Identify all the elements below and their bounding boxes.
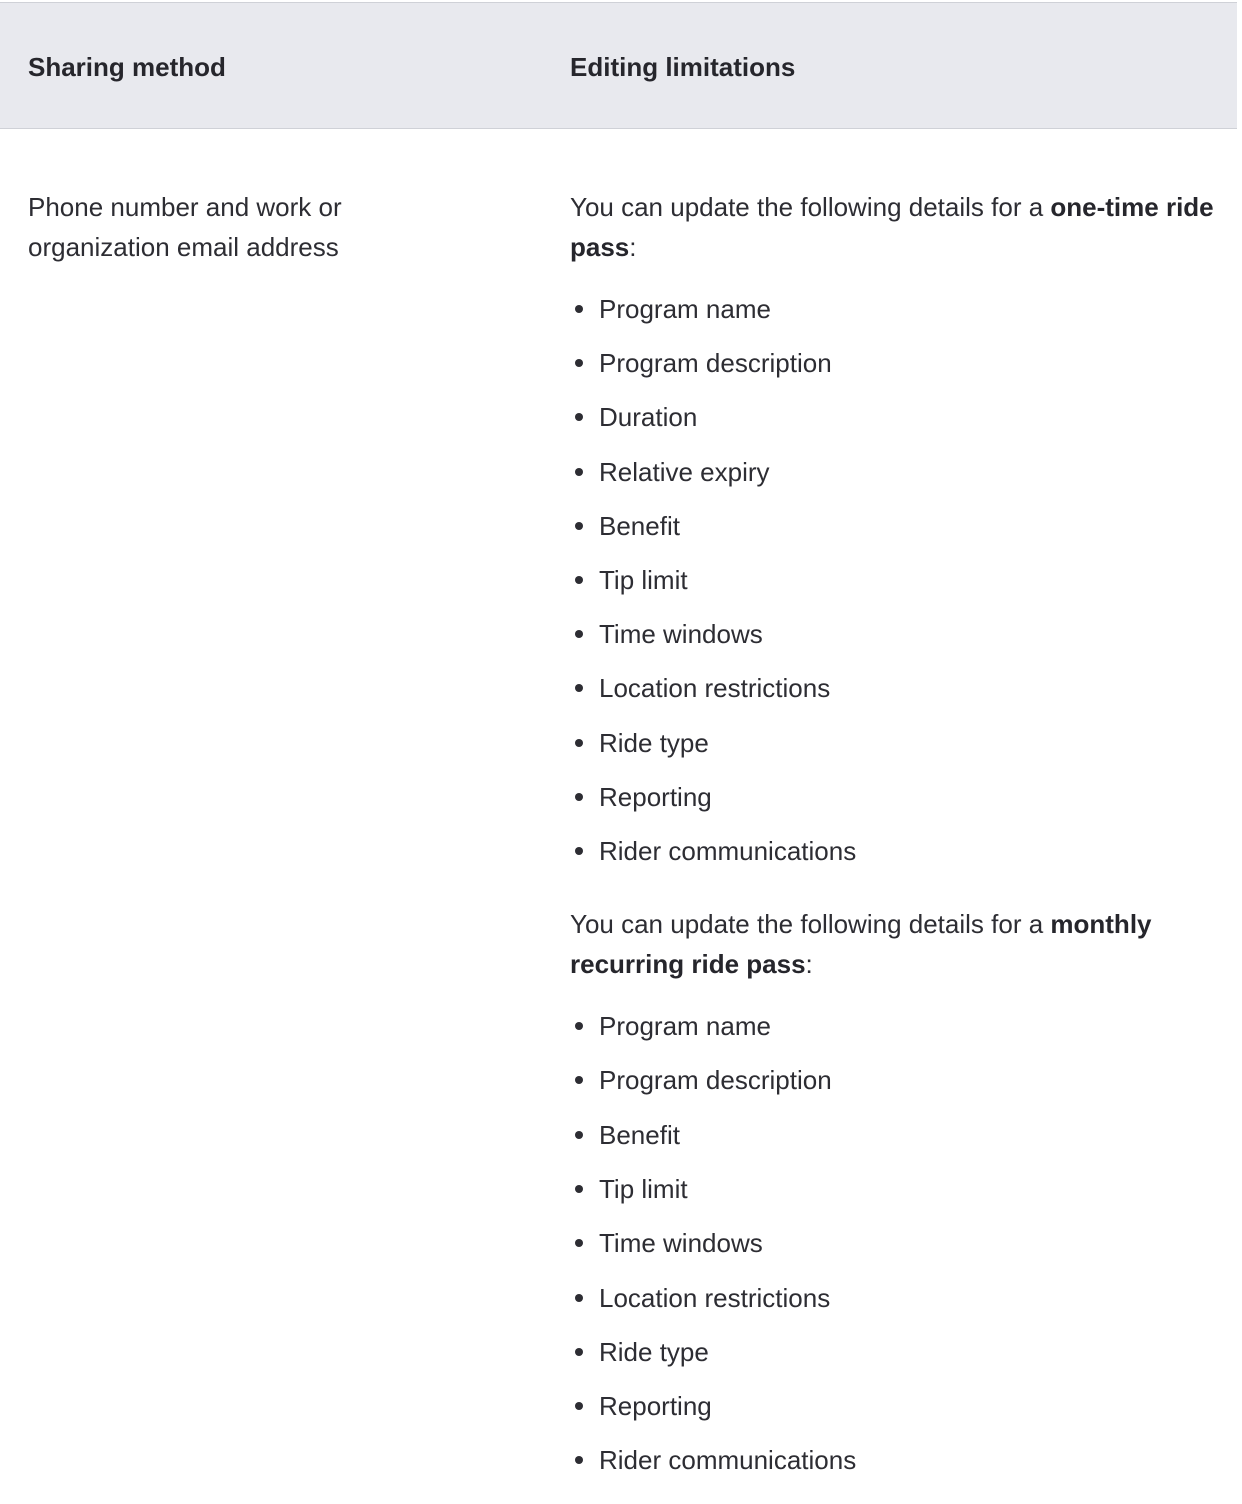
list-item-label: Program name [599,294,771,324]
list-item-label: Rider communications [599,835,857,866]
bullet-icon [575,1348,583,1356]
bullet-icon [575,684,583,692]
header-sharing-method: Sharing method [28,52,226,82]
list-item [570,1338,1220,1392]
bullet-icon [575,576,583,584]
list-item-label: Tip limit [599,1173,688,1204]
list-item-label: Time windows [599,619,763,650]
list-item [570,403,1220,457]
list-item [570,783,1220,837]
monthly-intro-suffix: : [805,949,813,980]
list-item-label: Relative expiry [599,456,770,487]
monthly-intro-prefix: You can update the following details for a [570,909,1051,940]
list-item-label: Program name [599,1011,771,1042]
monthly-details-list [570,1012,1220,1501]
list-item-label: Ride type [599,1336,709,1367]
bullet-icon [575,1456,583,1464]
monthly-pass-label: monthly recurring ride pass [570,909,1152,980]
list-item-label: Reporting [599,1391,712,1422]
bullet-icon [575,1402,583,1410]
bullet-icon [575,1294,583,1302]
bullet-icon [575,305,583,313]
list-item [570,1066,1220,1120]
bullet-icon [575,847,583,855]
list-item [570,1446,1220,1500]
list-item [570,1175,1220,1229]
list-item-label: Location restrictions [599,673,831,704]
list-item-label: Tip limit [599,564,688,595]
list-item [570,458,1220,512]
list-item-label: Location restrictions [599,1282,831,1313]
one-time-details-list [570,295,1220,891]
bullet-icon [575,468,583,476]
list-item [570,1229,1220,1283]
list-item [570,295,1220,349]
sharing-method-cell: Phone number and work or organization email address [28,192,342,262]
list-item [570,349,1220,403]
bullet-icon [575,359,583,367]
list-item [570,1284,1220,1338]
header-editing-limitations: Editing limitations [570,52,796,82]
list-item [570,674,1220,728]
one-time-intro-suffix: : [629,232,637,262]
table-header [0,2,1237,129]
list-item [570,620,1220,674]
one-time-pass-label: one-time ride pass [570,192,1214,262]
bullet-icon [575,522,583,530]
one-time-intro [570,187,1220,267]
bullet-icon [575,1239,583,1247]
bullet-icon [575,1185,583,1193]
list-item-label: Rider communications [599,1445,857,1476]
list-item-label: Reporting [599,781,712,812]
monthly-intro [570,904,1220,984]
bullet-icon [575,630,583,638]
bullet-icon [575,1131,583,1139]
list-item-label: Program description [599,1065,832,1096]
bullet-icon [575,739,583,747]
list-item-label: Benefit [599,510,680,541]
list-item [570,1012,1220,1066]
list-item [570,729,1220,783]
list-item [570,566,1220,620]
list-item-label: Ride type [599,727,709,758]
bullet-icon [575,1076,583,1084]
list-item-label: Benefit [599,1119,680,1150]
list-item-label: Duration [599,402,698,433]
list-item [570,1121,1220,1175]
bullet-icon [575,793,583,801]
list-item [570,1392,1220,1446]
list-item-label: Time windows [599,1228,763,1259]
editing-limitations-cell [570,187,1220,1501]
bullet-icon [575,413,583,421]
list-item [570,837,1220,891]
one-time-intro-prefix: You can update the following details for a [570,192,1051,222]
list-item-label: Program description [599,348,832,379]
bullet-icon [575,1022,583,1030]
list-item [570,512,1220,566]
